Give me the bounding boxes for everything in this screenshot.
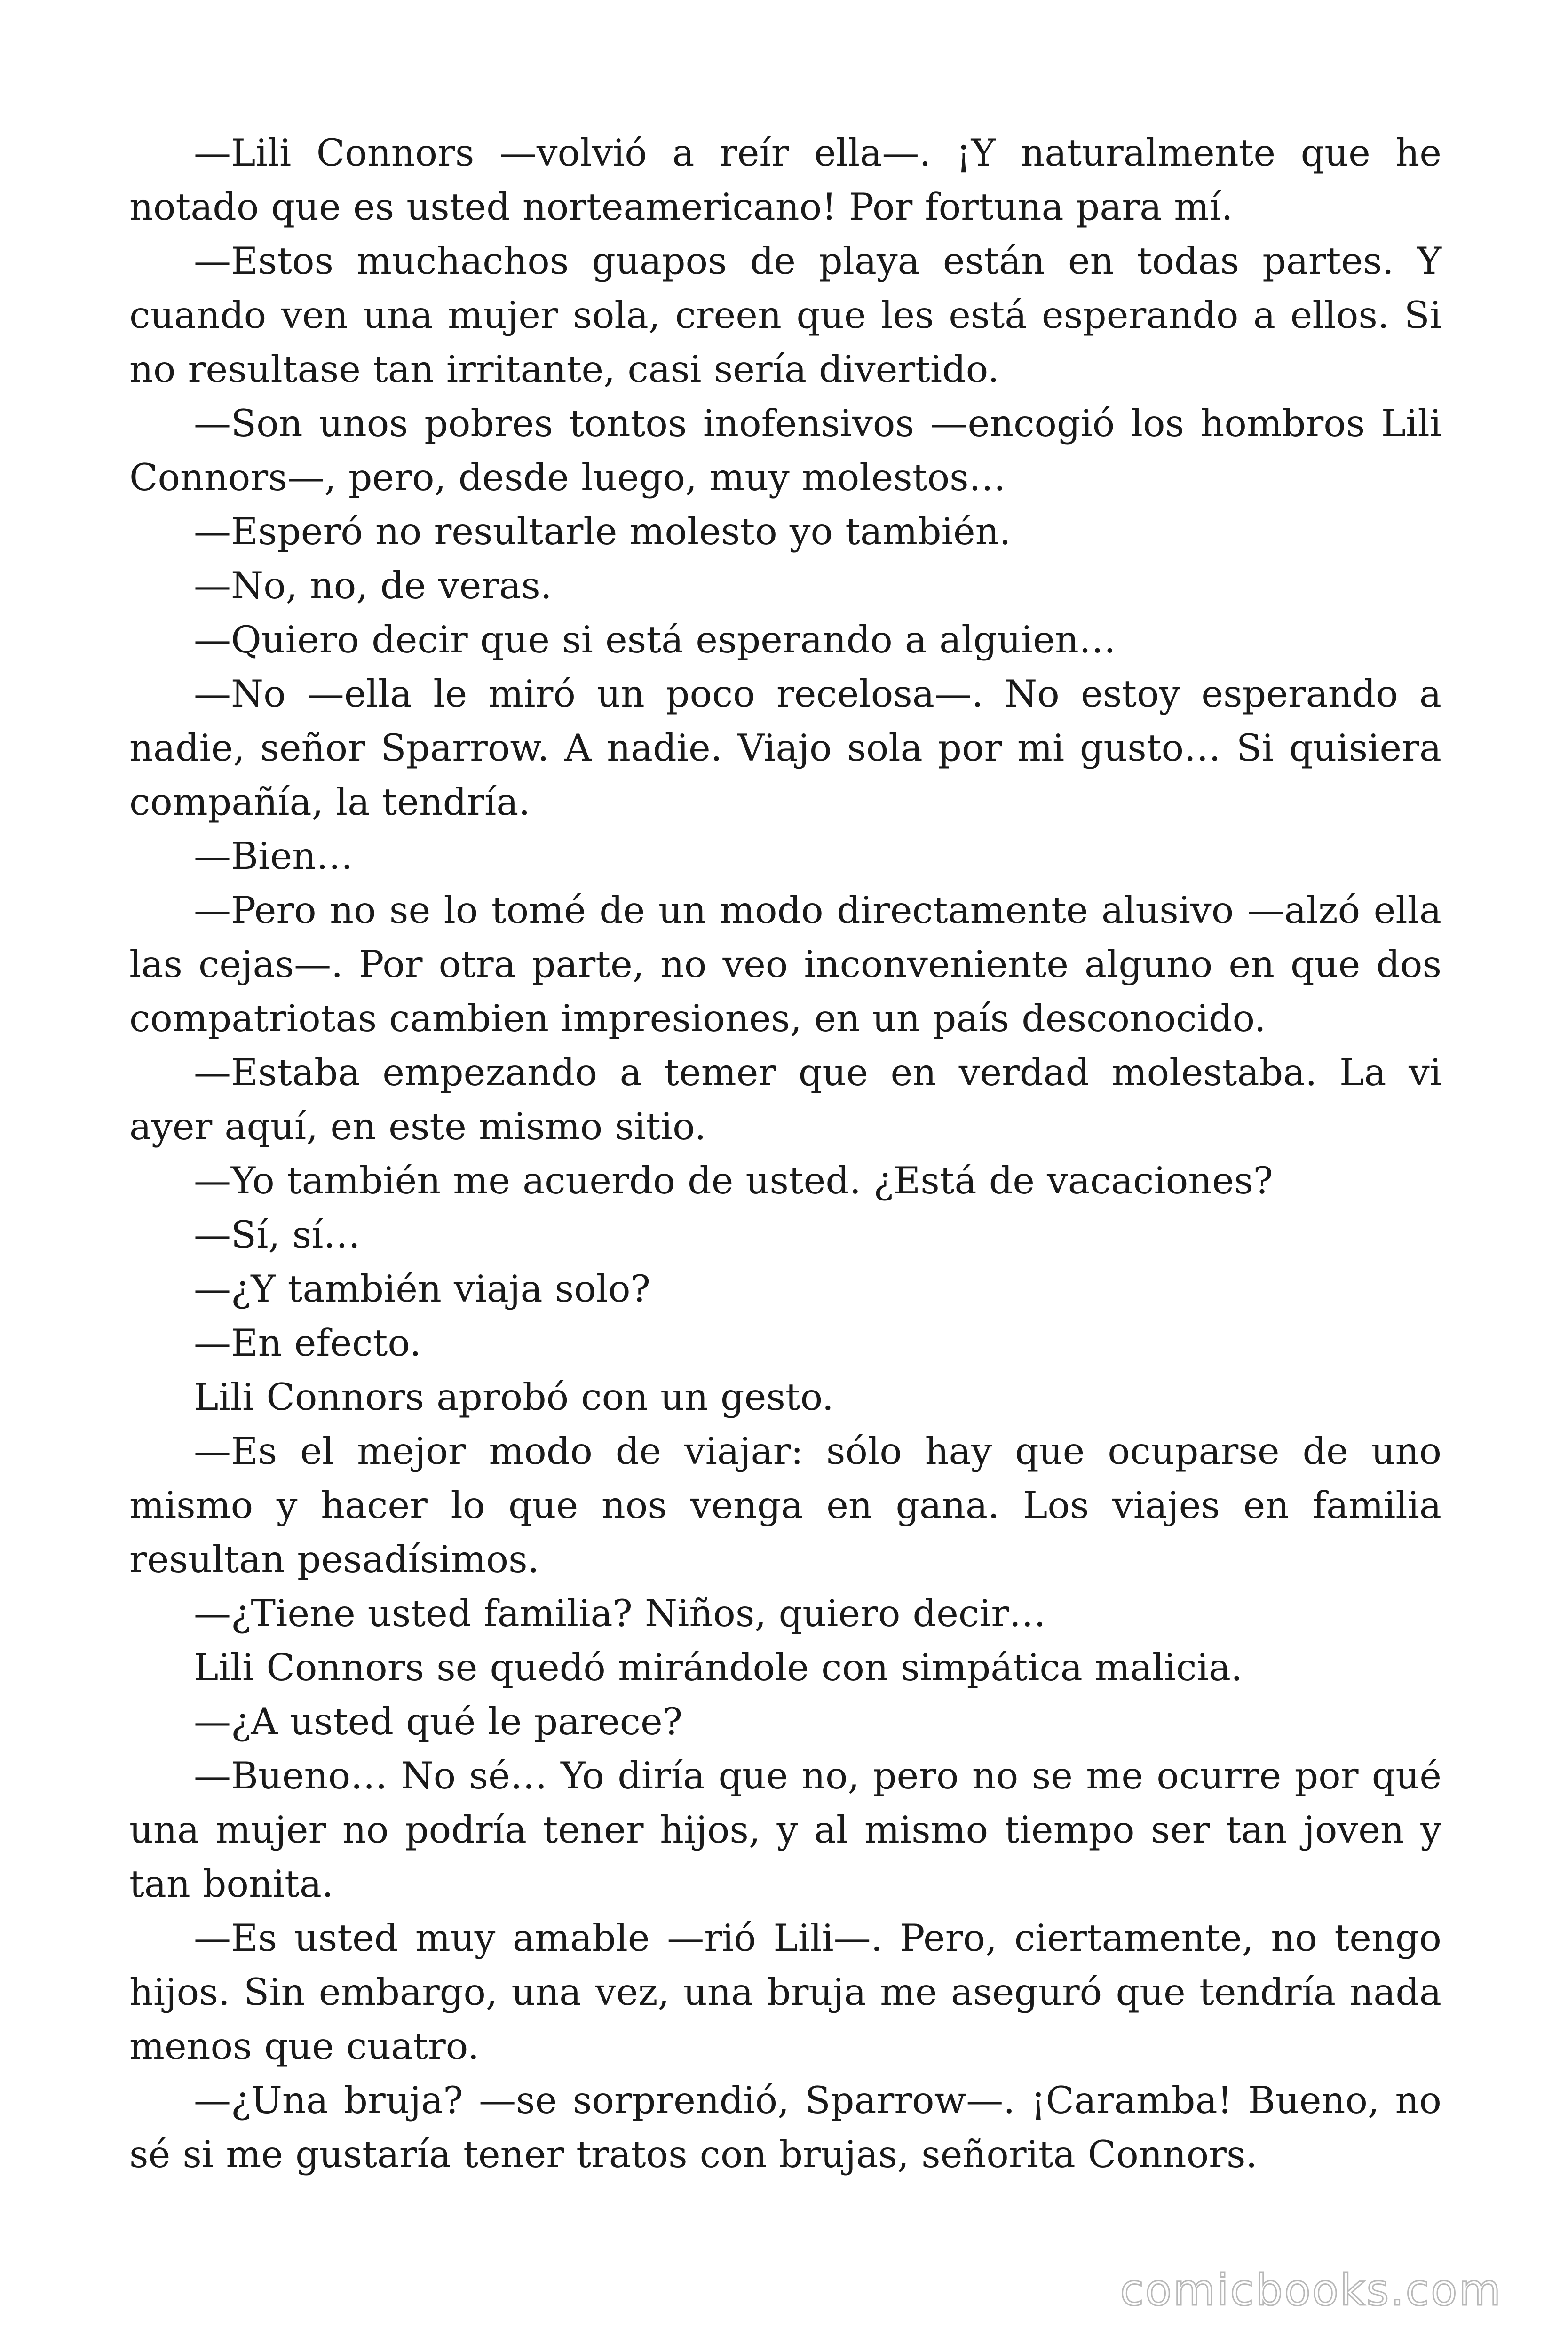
paragraph: —No —ella le miró un poco recelosa—. No estoy esperando a nadie, señor Sparrow. A nadie. Viajo sola por mi gusto… Si quisiera compañía, la tendría. [129, 672, 1441, 824]
paragraph: Lili Connors aprobó con un gesto. [194, 1375, 834, 1419]
paragraph: —En efecto. [194, 1321, 421, 1365]
paragraph: —¿Y también viaja solo? [194, 1267, 650, 1311]
paragraph: —Lili Connors —volvió a reír ella—. ¡Y naturalmente que he notado que es usted norteamericano! Por fortuna para mí. [129, 131, 1441, 229]
paragraph: —Estos muchachos guapos de playa están en todas partes. Y cuando ven una mujer sola, creen que les está esperando a ellos. Si no resultase tan irritante, casi sería divertido. [129, 239, 1441, 391]
paragraph: —¿A usted qué le parece? [194, 1700, 683, 1743]
paragraph: —¿Tiene usted familia? Niños, quiero decir… [194, 1592, 1046, 1635]
paragraph: —Pero no se lo tomé de un modo directamente alusivo —alzó ella las cejas—. Por otra parte, no veo inconveniente alguno en que dos compatriotas cambien impresiones, en un país desconocido. [129, 889, 1441, 1040]
paragraph: —Quiero decir que si está esperando a alguien… [194, 618, 1116, 661]
paragraph: —¿Una bruja? —se sorprendió, Sparrow—. ¡Caramba! Bueno, no sé si me gustaría tener tratos con brujas, señorita Connors. [129, 2079, 1441, 2176]
paragraph: —Es el mejor modo de viajar: sólo hay que ocuparse de uno mismo y hacer lo que nos venga en gana. Los viajes en familia resultan pesadísimos. [129, 1430, 1441, 1581]
paragraph: —Sí, sí… [194, 1213, 361, 1256]
watermark: comicbooks.com [1120, 2265, 1502, 2315]
paragraph: —No, no, de veras. [194, 564, 552, 607]
paragraph: —Yo también me acuerdo de usted. ¿Está de vacaciones? [194, 1159, 1273, 1202]
paragraph: —Es usted muy amable —rió Lili—. Pero, ciertamente, no tengo hijos. Sin embargo, una vez, una bruja me aseguró que tendría nada menos que cuatro. [129, 1916, 1441, 2068]
paragraph: —Esperó no resultarle molesto yo también. [194, 510, 1011, 553]
paragraph: Lili Connors se quedó mirándole con simpática malicia. [194, 1646, 1243, 1689]
paragraph: —Son unos pobres tontos inofensivos —encogió los hombros Lili Connors—, pero, desde luego, muy molestos… [129, 402, 1441, 499]
page-text [129, 126, 1441, 2182]
paragraph: —Bueno… No sé… Yo diría que no, pero no se me ocurre por qué una mujer no podría tener hijos, y al mismo tiempo ser tan joven y tan bonita. [129, 1754, 1441, 1906]
paragraph: —Bien… [194, 834, 353, 878]
paragraph: —Estaba empezando a temer que en verdad molestaba. La vi ayer aquí, en este mismo sitio. [129, 1051, 1441, 1148]
